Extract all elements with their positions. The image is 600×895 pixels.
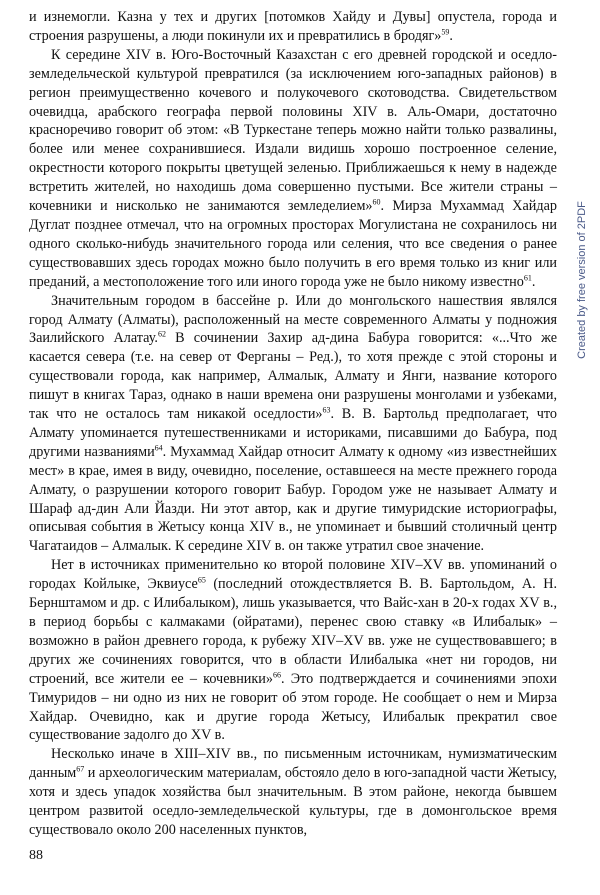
text-run: . Мухаммад Хайдар относит Алмату к одному «из известнейших мест» в крае, имея в виду, очевидно, поселение, оставшееся на месте прежнего города Алмату, о разрушении которого говорит Бабур. Городом уже не называет Алмату и Шараф ад-дин Али Йазди. Ни этот автор, как и другие тимуридские историографы, описывая события в Жетысу конца XIV в., не упоминает и бывший столичный центр Чагатаидов – Алмалык. К середине XIV в. он также утратил свое значение. <box>29 443 557 555</box>
watermark-text: Created by free version of 2PDF <box>576 201 588 359</box>
text-run: К середине XIV в. Юго-Восточный Казахстан с его древней городской и оседло-земледельческой культурой превратился (за исключением юго-западных районов) в регион преимущественно кочевого и полукочевого скотоводства. Свидетельством очевидца, арабского географа первой половины XIV в. Аль-Омари, достаточно красноречиво говорит об этом: «В Туркестане теперь можно найти только развалины, более или менее сохранившиеся. Издали видишь хорошо построенное селение, окрестности которого покрыты цветущей зеленью. Приближаешься к нему в надежде встретить жителей, но находишь дома совершенно пустыми. Все жители страны – кочевники и нисколько не занимаются земледелием» <box>29 46 557 215</box>
footnote-ref: 66 <box>272 669 281 679</box>
footnote-ref: 65 <box>197 575 206 585</box>
text-run: (последний отождествляется В. В. Бартольдом, А. Н. Бернштамом и др. с Илибалыком), лишь указывается, что Вайс-хан в 20-х годах XV в., в период борьбы с калмаками (ойратами), перенес свою ставку «в Илибалык» – возможно в район древнего города, к рубежу XIV–XV вв. уже не существовавшего; в других же сочинениях говорится, что в области Илибалыка «нет ни городов, ни строений, все жители ее – кочевники» <box>29 576 558 687</box>
page-number: 88 <box>29 848 43 863</box>
text-run: Нет в источниках применительно ко второй половине XIV–XV вв. упоминаний о городах Койлыке, Эквиусе <box>29 557 557 593</box>
footnote-ref: 59 <box>441 27 450 37</box>
text-run: и изнемогли. Казна у тех и других [потомков Хайду и Дувы] опустела, города и строения разрушены, а люди покинули их и превратились в бродяг» <box>29 9 557 44</box>
footnote-ref: 63 <box>322 405 331 415</box>
text-run: . В. В. Бартольд предполагает, что Алмату упоминается путешественниками и историками, писавшими до Бабура, под другими названиями <box>29 406 557 460</box>
watermark <box>573 130 591 430</box>
paragraph <box>29 8 557 46</box>
footnote-ref: 61 <box>523 272 532 282</box>
text-run: . <box>449 27 453 44</box>
text-run: . Это подтверждается и сочинениями эпохи Тимуридов – ни одно из них не говорит об этом городе. Не сообщает о нем и Мирза Хайдар. Очевидно, как и другие города Жетысу, Илибалык прекратил свое существование задолго до XV в. <box>29 670 557 744</box>
paragraph <box>29 745 557 840</box>
text-run: . Мирза Мухаммад Хайдар Дуглат позднее отмечал, что на огромных просторах Могулистана не сохранилось ни одного сколько-нибудь значительного города или селения, что все сведения о ранее существовавших здесь городах можно было получить в его время только из книг или преданий, а местоположение того или иного города уже не было никому известно <box>29 198 557 290</box>
text-run: В сочинении Захир ад-дина Бабура говорится: «...Что же касается севера (т.е. на север от Ферганы – Ред.), то хотя прежде с этой стороны и существовали города, как например, Алмалык, Алмату и Янги, название которого пишут в книгах Тараз, однако в наши времена они разрушены монголами и узбеками, так что не осталось там никакой оседлости» <box>29 330 557 423</box>
text-run: Несколько иначе в XIII–XIV вв., по письменным источникам, нумизматическим данным <box>29 746 557 782</box>
text-run: и археологическим материалам, обстояло дело в юго-западной части Жетысу, хотя и здесь упадок хозяйства был значительным. В этом районе, некогда бывшем центром развитой оседло-земледельческой культуры, где в домонгольское время существовало около 200 населенных пунктов, <box>29 765 557 838</box>
text-run: Значительным городом в бассейне р. Или до монгольского нашествия являлся город Алмату (Алматы), расположенный на месте современного Алматы у подножия Заилийского Алатау. <box>29 292 557 347</box>
footnote-ref: 67 <box>76 764 85 774</box>
paragraph <box>29 292 557 557</box>
footnote-ref: 62 <box>157 329 166 339</box>
footnote-ref: 60 <box>372 197 381 207</box>
paragraph <box>29 556 557 745</box>
text-run: . <box>531 273 536 290</box>
footnote-ref: 64 <box>154 443 163 453</box>
page-body <box>29 8 557 840</box>
paragraph <box>29 46 557 292</box>
